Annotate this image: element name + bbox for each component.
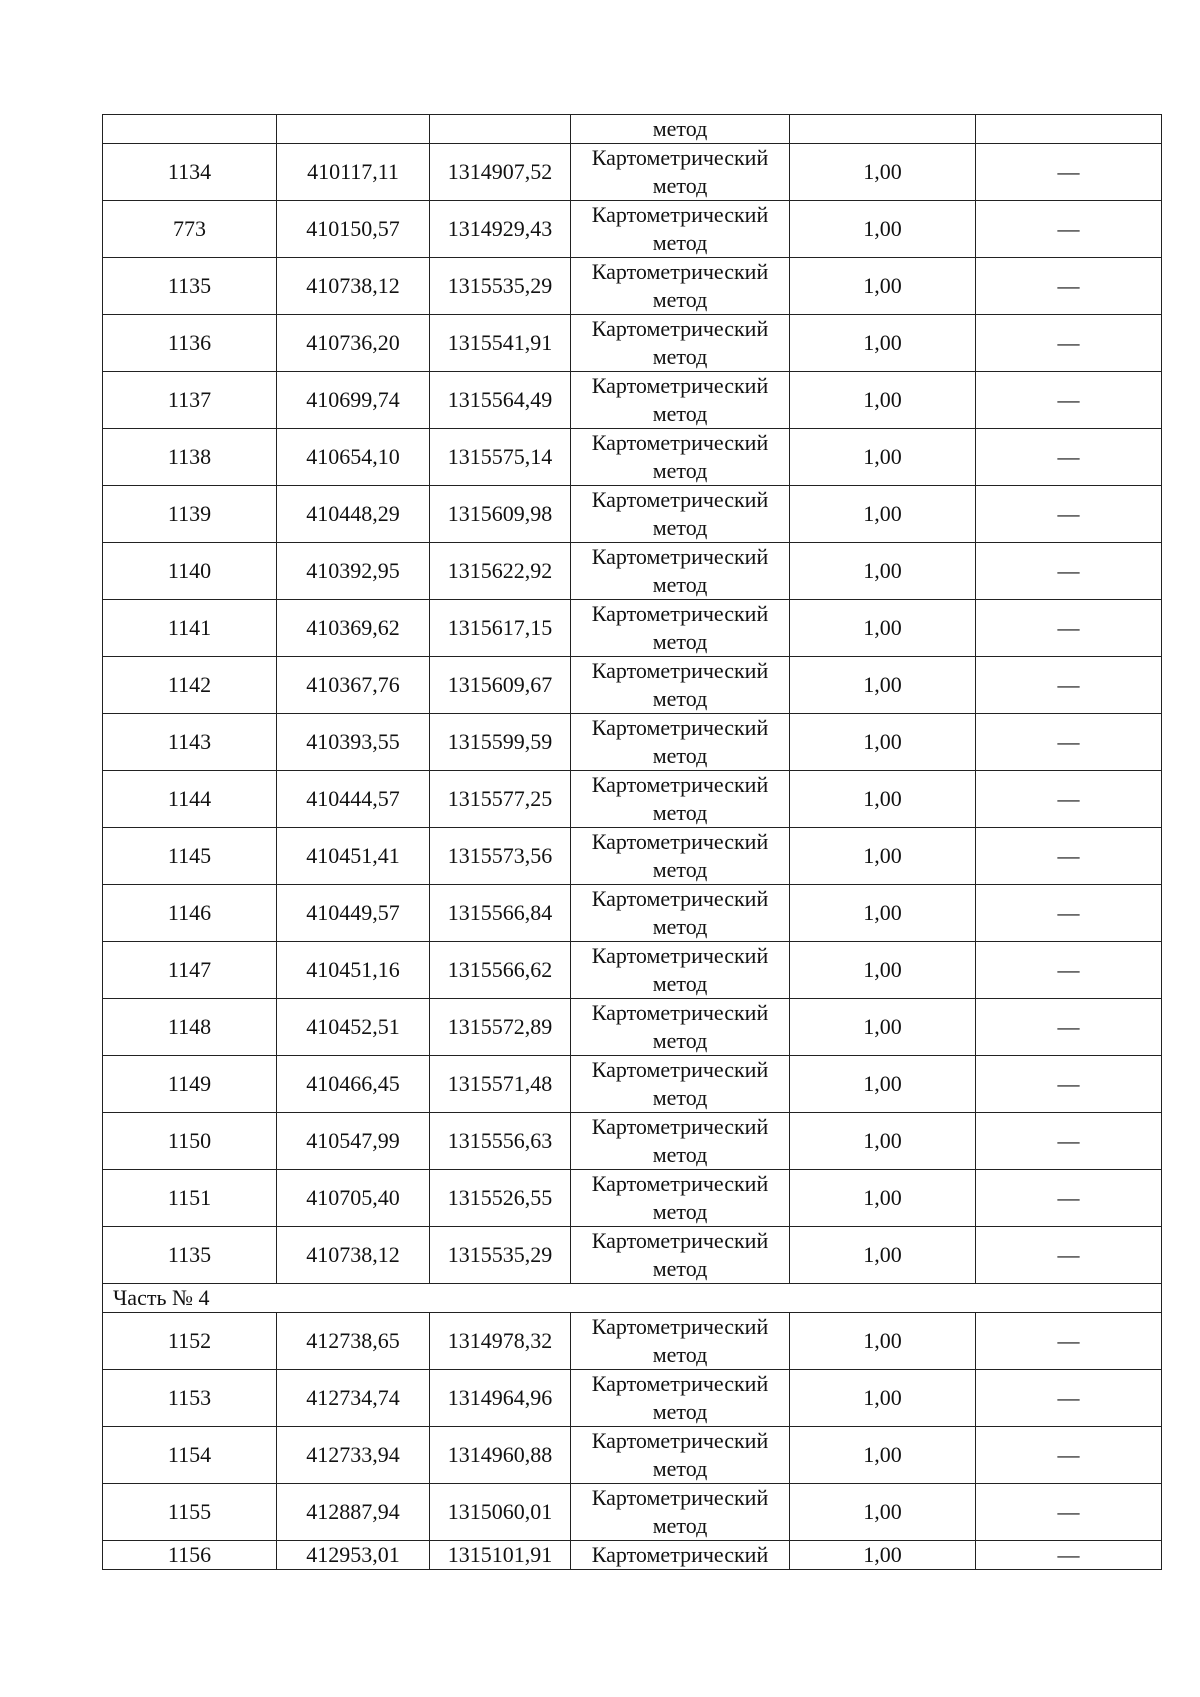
cell-point-number: 1150 (103, 1113, 277, 1170)
table-row (103, 600, 1162, 657)
method-line-1: Картометрический (591, 1114, 769, 1139)
table-row (103, 1427, 1162, 1484)
cell-note: — (976, 201, 1162, 258)
cell-note: — (976, 315, 1162, 372)
method-line-1: Картометрический (591, 544, 769, 569)
cell-point-number: 1143 (103, 714, 277, 771)
cell-method (571, 258, 790, 315)
cell-accuracy: 1,00 (790, 144, 976, 201)
cell-note: — (976, 1170, 1162, 1227)
cell-y: 1315535,29 (430, 1227, 571, 1284)
cell-accuracy: 1,00 (790, 771, 976, 828)
method-line-1: Картометрический (591, 943, 769, 968)
table-row (103, 1113, 1162, 1170)
table-row (103, 144, 1162, 201)
method-line-2: метод (652, 287, 708, 312)
cell-note: — (976, 543, 1162, 600)
cell-y: 1314964,96 (430, 1370, 571, 1427)
cell-x: 410738,12 (277, 258, 430, 315)
cell-accuracy: 1,00 (790, 600, 976, 657)
cell-y: 1315566,62 (430, 942, 571, 999)
method-line-2: метод (652, 230, 708, 255)
method-line-2: метод (652, 173, 708, 198)
cell-x: 410699,74 (277, 372, 430, 429)
cell-method (571, 1370, 790, 1427)
cell-method (571, 1484, 790, 1541)
method-line-1: Картометрический (591, 1485, 769, 1510)
cell-method (571, 1056, 790, 1113)
cell-note: — (976, 1427, 1162, 1484)
section-row (103, 1284, 1162, 1313)
method-line-2: метод (652, 458, 708, 483)
table-row (103, 942, 1162, 999)
cell-method (571, 942, 790, 999)
coordinates-table (102, 114, 1162, 1570)
table-row (103, 1170, 1162, 1227)
cell-x (277, 115, 430, 144)
cell-method (571, 885, 790, 942)
table-row (103, 657, 1162, 714)
cell-x: 412887,94 (277, 1484, 430, 1541)
cell-y: 1314978,32 (430, 1313, 571, 1370)
cell-accuracy: 1,00 (790, 942, 976, 999)
cell-x: 410451,16 (277, 942, 430, 999)
cell-point-number: 1153 (103, 1370, 277, 1427)
method-line-2: метод (652, 1142, 708, 1167)
cell-note: — (976, 942, 1162, 999)
method-line-2: метод (652, 914, 708, 939)
table-row (103, 372, 1162, 429)
method-line-1: Картометрический (591, 259, 769, 284)
cell-method (571, 714, 790, 771)
cell-note (976, 115, 1162, 144)
table-row (103, 429, 1162, 486)
method-line-2: метод (652, 1256, 708, 1281)
table-row (103, 828, 1162, 885)
method-line-2: метод (652, 1028, 708, 1053)
cell-accuracy: 1,00 (790, 543, 976, 600)
table-row (103, 486, 1162, 543)
cell-accuracy: 1,00 (790, 372, 976, 429)
method-line-1: Картометрический (591, 373, 769, 398)
cell-x: 410547,99 (277, 1113, 430, 1170)
method-line-1: Картометрический (591, 601, 769, 626)
cell-y: 1315622,92 (430, 543, 571, 600)
cell-note: — (976, 999, 1162, 1056)
table-row (103, 1056, 1162, 1113)
cell-point-number: 1135 (103, 258, 277, 315)
cell-y: 1315573,56 (430, 828, 571, 885)
cell-y: 1315609,67 (430, 657, 571, 714)
cell-point-number: 1145 (103, 828, 277, 885)
cell-x: 410738,12 (277, 1227, 430, 1284)
section-label: Часть № 4 (103, 1284, 1162, 1313)
cell-x: 410736,20 (277, 315, 430, 372)
method-line-1: Картометрический (591, 658, 769, 683)
table-row (103, 1541, 1162, 1570)
method-line-2: метод (652, 515, 708, 540)
method-line-1: Картометрический (591, 1000, 769, 1025)
cell-note: — (976, 1056, 1162, 1113)
cell-method (571, 315, 790, 372)
method-line-1: Картометрический (591, 202, 769, 227)
cell-point-number: 1156 (103, 1541, 277, 1570)
cell-point-number: 1137 (103, 372, 277, 429)
cell-point-number: 1134 (103, 144, 277, 201)
cell-method (571, 543, 790, 600)
cell-x: 410393,55 (277, 714, 430, 771)
coordinates-table-body (103, 115, 1162, 1570)
method-line-2: метод (652, 1513, 708, 1538)
cell-point-number: 1148 (103, 999, 277, 1056)
cell-accuracy: 1,00 (790, 657, 976, 714)
cell-method (571, 600, 790, 657)
cell-y: 1315575,14 (430, 429, 571, 486)
cell-note: — (976, 486, 1162, 543)
cell-accuracy: 1,00 (790, 1484, 976, 1541)
cell-y: 1314907,52 (430, 144, 571, 201)
cell-x: 412953,01 (277, 1541, 430, 1570)
cell-y: 1315599,59 (430, 714, 571, 771)
cell-method (571, 828, 790, 885)
cell-note: — (976, 771, 1162, 828)
cell-point-number: 1151 (103, 1170, 277, 1227)
cell-y: 1314929,43 (430, 201, 571, 258)
cell-point-number: 1147 (103, 942, 277, 999)
cell-accuracy: 1,00 (790, 1170, 976, 1227)
method-line-1: Картометрический (591, 1228, 769, 1253)
method-line-1: Картометрический (591, 886, 769, 911)
table-row (103, 885, 1162, 942)
cell-accuracy: 1,00 (790, 258, 976, 315)
method-line-2: метод (652, 1456, 708, 1481)
cell-x: 410452,51 (277, 999, 430, 1056)
table-row (103, 1484, 1162, 1541)
cell-y: 1315571,48 (430, 1056, 571, 1113)
cell-point-number: 1152 (103, 1313, 277, 1370)
cell-note: — (976, 1370, 1162, 1427)
method-line-2: метод (652, 1342, 708, 1367)
cell-note: — (976, 429, 1162, 486)
cell-method (571, 657, 790, 714)
method-line-1: Картометрический (591, 715, 769, 740)
cell-x: 410392,95 (277, 543, 430, 600)
table-row (103, 1227, 1162, 1284)
cell-method (571, 999, 790, 1056)
cell-note: — (976, 657, 1162, 714)
cell-accuracy: 1,00 (790, 1427, 976, 1484)
method-line-2: метод (652, 116, 708, 141)
cell-y: 1315577,25 (430, 771, 571, 828)
cell-accuracy: 1,00 (790, 429, 976, 486)
method-line-2: метод (652, 344, 708, 369)
cell-x: 410449,57 (277, 885, 430, 942)
cell-point-number: 1155 (103, 1484, 277, 1541)
cell-point-number: 1139 (103, 486, 277, 543)
method-line-2: метод (652, 800, 708, 825)
method-line-1: Картометрический (591, 829, 769, 854)
method-line-1: Картометрический (591, 145, 769, 170)
cell-method (571, 144, 790, 201)
cell-point-number: 1136 (103, 315, 277, 372)
cell-y: 1315526,55 (430, 1170, 571, 1227)
cell-accuracy: 1,00 (790, 714, 976, 771)
cell-note: — (976, 1113, 1162, 1170)
method-line-2: метод (652, 857, 708, 882)
cell-note: — (976, 372, 1162, 429)
cell-accuracy: 1,00 (790, 1227, 976, 1284)
table-row (103, 543, 1162, 600)
cell-method (571, 1227, 790, 1284)
cell-accuracy: 1,00 (790, 1370, 976, 1427)
cell-point-number: 1135 (103, 1227, 277, 1284)
cell-accuracy: 1,00 (790, 885, 976, 942)
method-line-1: Картометрический (591, 487, 769, 512)
cell-point-number: 1141 (103, 600, 277, 657)
cell-x: 412733,94 (277, 1427, 430, 1484)
method-line-2: метод (652, 629, 708, 654)
method-line-1: Картометрический (591, 1314, 769, 1339)
cell-y: 1315564,49 (430, 372, 571, 429)
cell-accuracy: 1,00 (790, 1541, 976, 1570)
cell-note: — (976, 828, 1162, 885)
method-line-1: Картометрический (591, 772, 769, 797)
cell-note: — (976, 258, 1162, 315)
cell-point-number: 1140 (103, 543, 277, 600)
cell-accuracy: 1,00 (790, 999, 976, 1056)
cell-y: 1315609,98 (430, 486, 571, 543)
cell-x: 412738,65 (277, 1313, 430, 1370)
table-row (103, 201, 1162, 258)
cell-accuracy: 1,00 (790, 486, 976, 543)
cell-note: — (976, 1541, 1162, 1570)
cell-note: — (976, 144, 1162, 201)
cell-accuracy: 1,00 (790, 1313, 976, 1370)
method-line-2: метод (652, 1199, 708, 1224)
cell-y: 1315060,01 (430, 1484, 571, 1541)
cell-note: — (976, 1484, 1162, 1541)
method-line-1: Картометрический (591, 316, 769, 341)
cell-x: 412734,74 (277, 1370, 430, 1427)
cell-x: 410150,57 (277, 201, 430, 258)
cell-method (571, 1427, 790, 1484)
cell-note: — (976, 1227, 1162, 1284)
cell-method (571, 429, 790, 486)
table-row (103, 315, 1162, 372)
cell-y: 1315541,91 (430, 315, 571, 372)
cell-x: 410117,11 (277, 144, 430, 201)
cell-point-number: 1146 (103, 885, 277, 942)
cell-accuracy (790, 115, 976, 144)
cell-accuracy: 1,00 (790, 828, 976, 885)
cell-point-number: 1138 (103, 429, 277, 486)
cell-y: 1315572,89 (430, 999, 571, 1056)
cell-note: — (976, 1313, 1162, 1370)
cell-y: 1315556,63 (430, 1113, 571, 1170)
cell-method (571, 1170, 790, 1227)
cell-method (571, 372, 790, 429)
method-line-2: метод (652, 1399, 708, 1424)
cell-x: 410466,45 (277, 1056, 430, 1113)
cell-x: 410369,62 (277, 600, 430, 657)
cell-point-number: 1149 (103, 1056, 277, 1113)
cell-note: — (976, 885, 1162, 942)
cell-accuracy: 1,00 (790, 1056, 976, 1113)
method-line-1: Картометрический (591, 1428, 769, 1453)
cell-method (571, 201, 790, 258)
cell-accuracy: 1,00 (790, 315, 976, 372)
cell-method (571, 115, 790, 144)
cell-point-number: 1142 (103, 657, 277, 714)
method-line-2: метод (652, 686, 708, 711)
cell-x: 410448,29 (277, 486, 430, 543)
cell-x: 410654,10 (277, 429, 430, 486)
cell-y: 1315535,29 (430, 258, 571, 315)
cell-note: — (976, 714, 1162, 771)
cell-x: 410705,40 (277, 1170, 430, 1227)
cell-accuracy: 1,00 (790, 1113, 976, 1170)
method-line-1: Картометрический (591, 1057, 769, 1082)
table-row (103, 1313, 1162, 1370)
cell-y: 1315566,84 (430, 885, 571, 942)
method-line-1: Картометрический (591, 430, 769, 455)
cell-method (571, 1541, 790, 1570)
cell-y: 1314960,88 (430, 1427, 571, 1484)
method-line-1: Картометрический (591, 1542, 769, 1567)
cell-point-number: 1154 (103, 1427, 277, 1484)
cell-x: 410367,76 (277, 657, 430, 714)
cell-point-number (103, 115, 277, 144)
cell-method (571, 1113, 790, 1170)
method-line-2: метод (652, 401, 708, 426)
cell-accuracy: 1,00 (790, 201, 976, 258)
method-line-1: Картометрический (591, 1171, 769, 1196)
table-row (103, 1370, 1162, 1427)
cell-point-number: 773 (103, 201, 277, 258)
table-row (103, 714, 1162, 771)
cell-method (571, 771, 790, 828)
cell-x: 410451,41 (277, 828, 430, 885)
method-line-2: метод (652, 1085, 708, 1110)
table-row (103, 258, 1162, 315)
cell-y: 1315617,15 (430, 600, 571, 657)
cell-x: 410444,57 (277, 771, 430, 828)
table-row (103, 771, 1162, 828)
table-row (103, 999, 1162, 1056)
cell-y (430, 115, 571, 144)
method-line-1: Картометрический (591, 1371, 769, 1396)
cell-note: — (976, 600, 1162, 657)
method-line-2: метод (652, 572, 708, 597)
cell-method (571, 486, 790, 543)
method-line-2: метод (652, 971, 708, 996)
cell-y: 1315101,91 (430, 1541, 571, 1570)
table-row (103, 115, 1162, 144)
method-line-2: метод (652, 743, 708, 768)
cell-method (571, 1313, 790, 1370)
cell-point-number: 1144 (103, 771, 277, 828)
